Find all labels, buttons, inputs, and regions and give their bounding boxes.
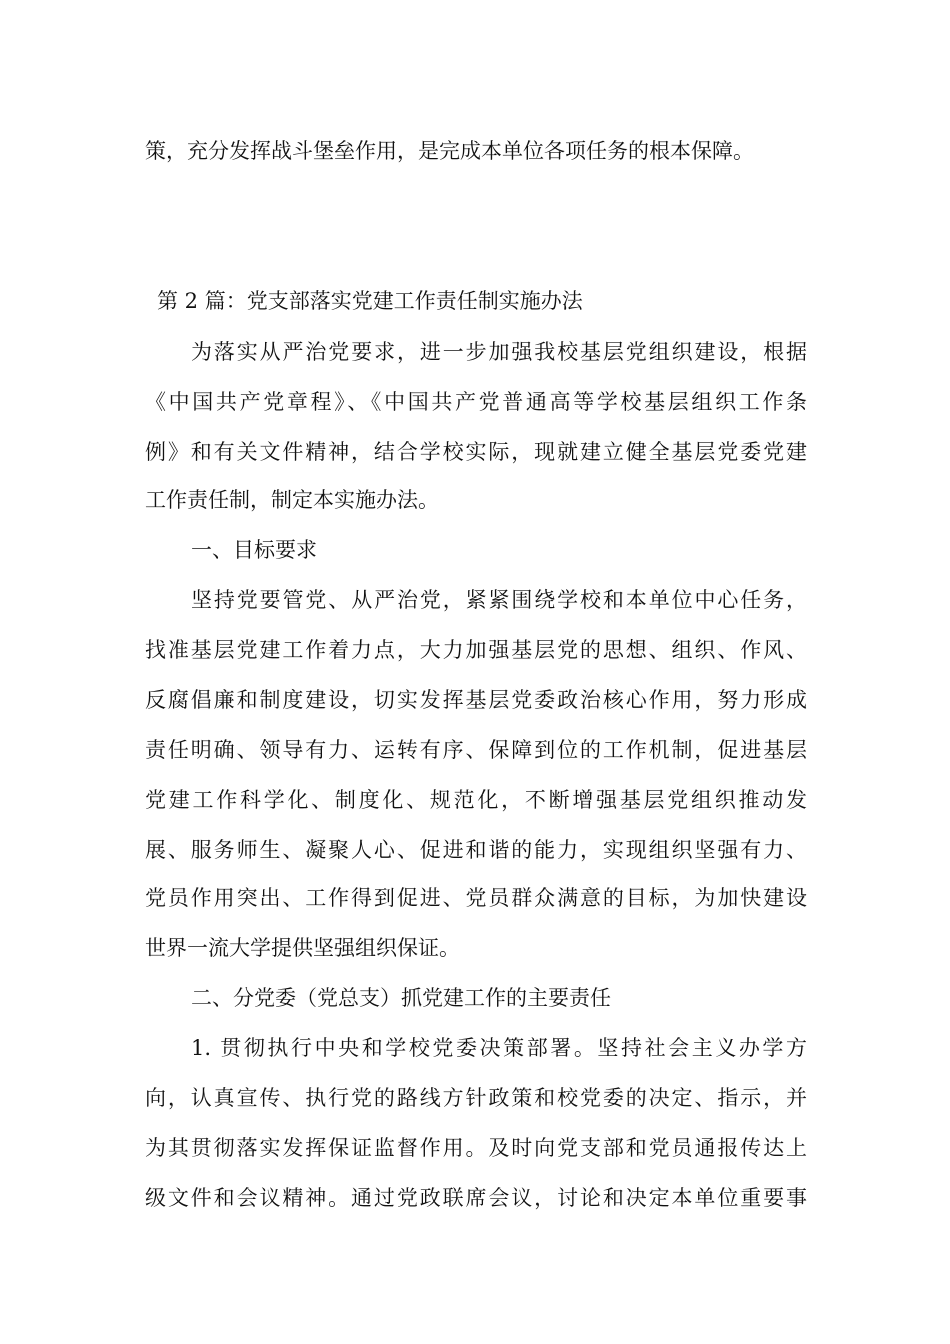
- text-line: 1. 贯彻执行中央和学校党委决策部署。坚持社会主义办学方: [191, 1036, 807, 1060]
- section-heading: 二、分党委（党总支）抓党建工作的主要责任: [191, 986, 611, 1010]
- text-line: 例》和有关文件精神，结合学校实际，现就建立健全基层党委党建: [145, 440, 807, 464]
- text-line: 找准基层党建工作着力点，大力加强基层党的思想、组织、作风、: [145, 638, 807, 662]
- text-line: 为落实从严治党要求，进一步加强我校基层党组织建设，根据: [191, 340, 807, 364]
- section-heading: 一、目标要求: [191, 538, 317, 562]
- text-line: 党员作用突出、工作得到促进、党员群众满意的目标，为加快建设: [145, 886, 807, 910]
- text-line: 世界一流大学提供坚强组织保证。: [145, 936, 460, 960]
- text-line: 向，认真宣传、执行党的路线方针政策和校党委的决定、指示，并: [145, 1086, 807, 1110]
- text-line: 反腐倡廉和制度建设，切实发挥基层党委政治核心作用，努力形成: [145, 688, 807, 712]
- text-line: 为其贯彻落实发挥保证监督作用。及时向党支部和党员通报传达上: [145, 1136, 807, 1160]
- text-line: 《中国共产党章程》、《中国共产党普通高等学校基层组织工作条: [145, 390, 807, 414]
- text-line: 展、服务师生、凝聚人心、促进和谐的能力，实现组织坚强有力、: [145, 838, 807, 862]
- section-title: 第 2 篇：党支部落实党建工作责任制实施办法: [157, 289, 583, 313]
- text-line: 坚持党要管党、从严治党，紧紧围绕学校和本单位中心任务，: [191, 588, 807, 612]
- text-line: 党建工作科学化、制度化、规范化，不断增强基层党组织推动发: [145, 788, 807, 812]
- text-line: 级文件和会议精神。通过党政联席会议，讨论和决定本单位重要事: [145, 1186, 807, 1210]
- text-line: 责任明确、领导有力、运转有序、保障到位的工作机制，促进基层: [145, 738, 807, 762]
- text-line: 策，充分发挥战斗堡垒作用，是完成本单位各项任务的根本保障。: [145, 139, 754, 163]
- text-line: 工作责任制，制定本实施办法。: [145, 488, 439, 512]
